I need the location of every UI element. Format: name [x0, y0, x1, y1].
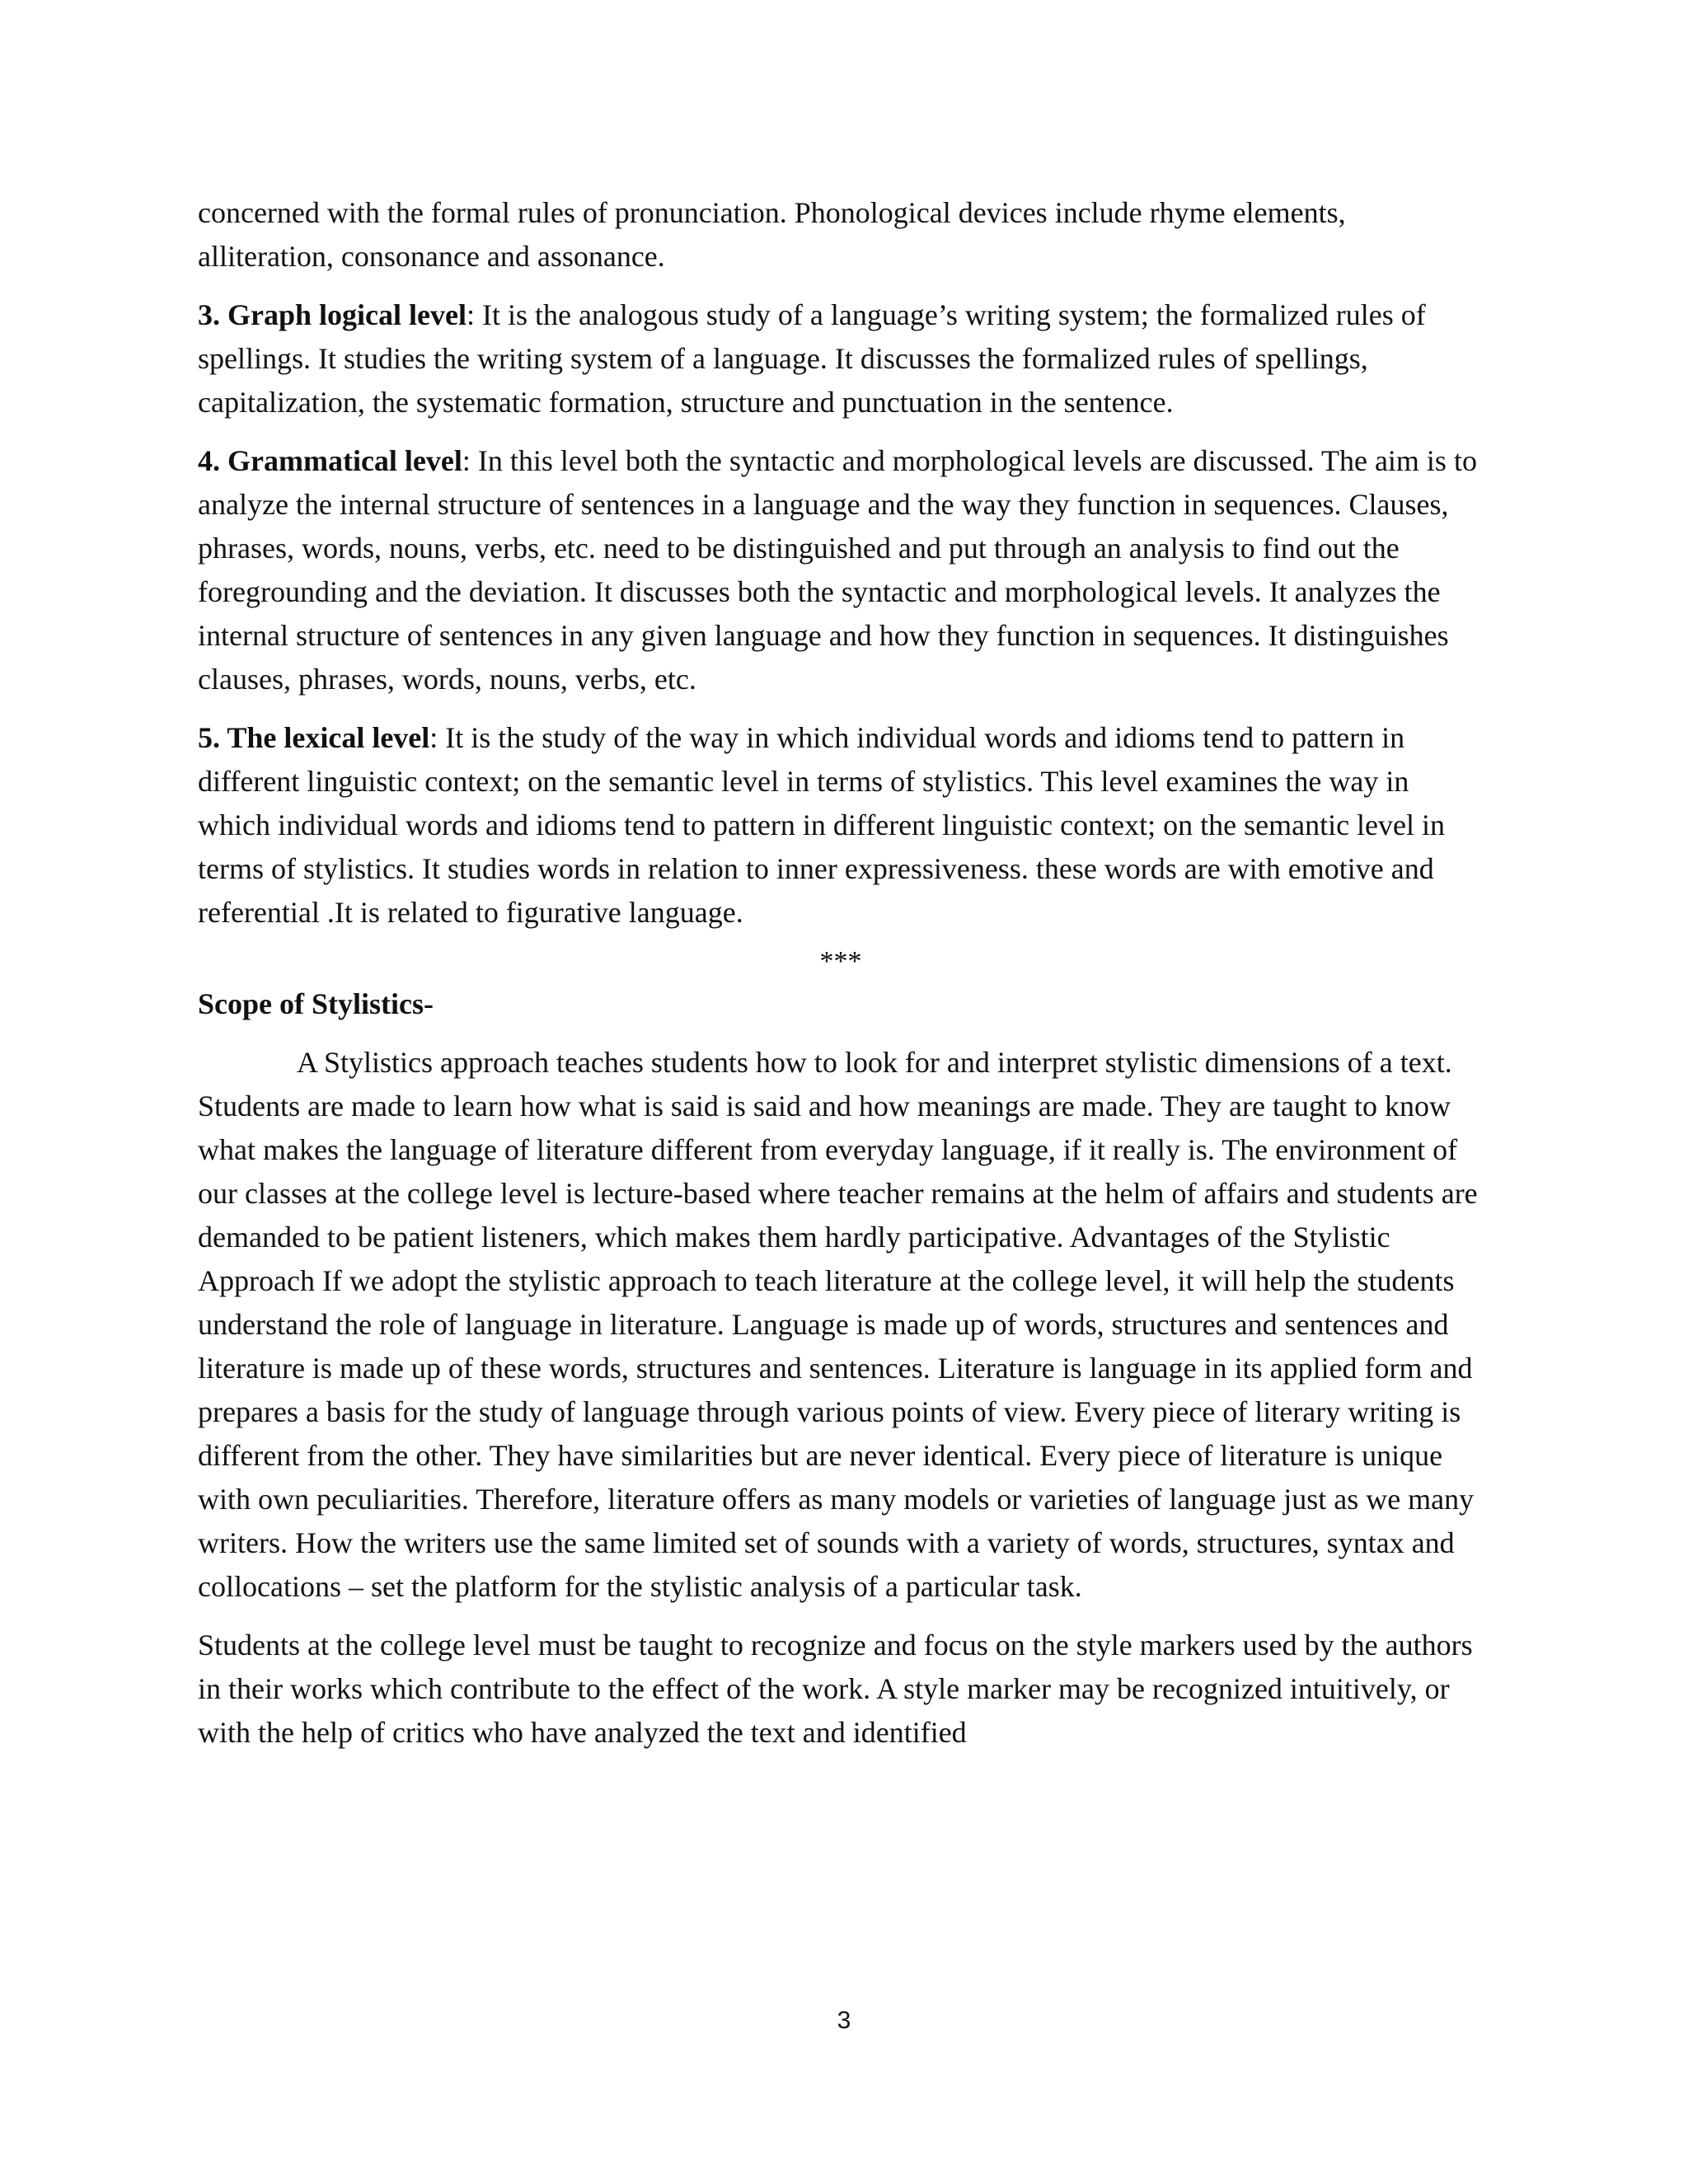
section-heading: Scope of Stylistics- — [198, 987, 434, 1020]
scope-paragraph-1: A Stylistics approach teaches students how to look for and interpret stylistic dimensions of a text. Students are made to learn how what is said is said and how meanings are made. They are taught to know what makes the language of literature different from everyday language, if it really is. The environment of our classes at the college level is lecture-based where teacher remains at the helm of affairs and students are demanded to be patient listeners, which makes them hardly participative. Advantages of the Stylistic Approach If we adopt the stylistic approach to teach literature at the college level, it will help the students understand the role of language in literature. Language is made up of words, structures and sentences and literature is made up of these words, structures and sentences. Literature is language in its applied form and prepares a basis for the study of language through various points of view. Every piece of literary writing is different from the other. They have similarities but are never identical. Every piece of literature is unique with own peculiarities. Therefore, literature offers as many models or varieties of language just as we many writers. How the writers use the same limited set of sounds with a variety of words, structures, syntax and collocations – set the platform for the stylistic analysis of a particular task. — [198, 1046, 1478, 1603]
scope-paragraph-2: Students at the college level must be taught to recognize and focus on the style markers used by the authors in their works which contribute to the effect of the work. A style marker may be recognized intuitively, or with the help of critics who have analyzed the text and identified — [198, 1629, 1473, 1749]
level-text: : It is the analogous study of a language’s writing system; the formalized rules of spellings. It studies the writing system of a language. It discusses the formalized rules of spellings, capitalization, the systematic formation, structure and punctuation in the sentence. — [198, 298, 1426, 419]
level-label: 4. Grammatical level — [198, 444, 462, 477]
lexical-level-paragraph — [198, 716, 1484, 935]
grammatical-level-paragraph — [198, 439, 1484, 701]
intro-paragraph: concerned with the formal rules of pronunciation. Phonological devices include rhyme elements, alliteration, consonance and assonance. — [198, 196, 1346, 273]
level-text: : In this level both the syntactic and morphological levels are discussed. The aim is to analyze the internal structure of sentences in a language and the way they function in sequences. Clauses, phrases, words, nouns, verbs, etc. need to be distinguished and put through an analysis to find out the foregrounding and the deviation. It discusses both the syntactic and morphological levels. It analyzes the internal structure of sentences in any given language and how they function in sequences. It distinguishes clauses, phrases, words, nouns, verbs, etc. — [198, 444, 1477, 696]
level-label: 3. Graph logical level — [198, 298, 467, 331]
level-text: : It is the study of the way in which individual words and idioms tend to pattern in different linguistic context; on the semantic level in terms of stylistics. This level examines the way in which individual words and idioms tend to pattern in different linguistic context; on the semantic level in terms of stylistics. It studies words in relation to inner expressiveness. these words are with emotive and referential .It is related to figurative language. — [198, 721, 1446, 929]
graph-logical-level-paragraph — [198, 293, 1484, 424]
section-separator: *** — [819, 946, 862, 977]
document-page — [198, 191, 1484, 1755]
page-number: 3 — [837, 2007, 851, 2034]
level-label: 5. The lexical level — [198, 721, 430, 754]
